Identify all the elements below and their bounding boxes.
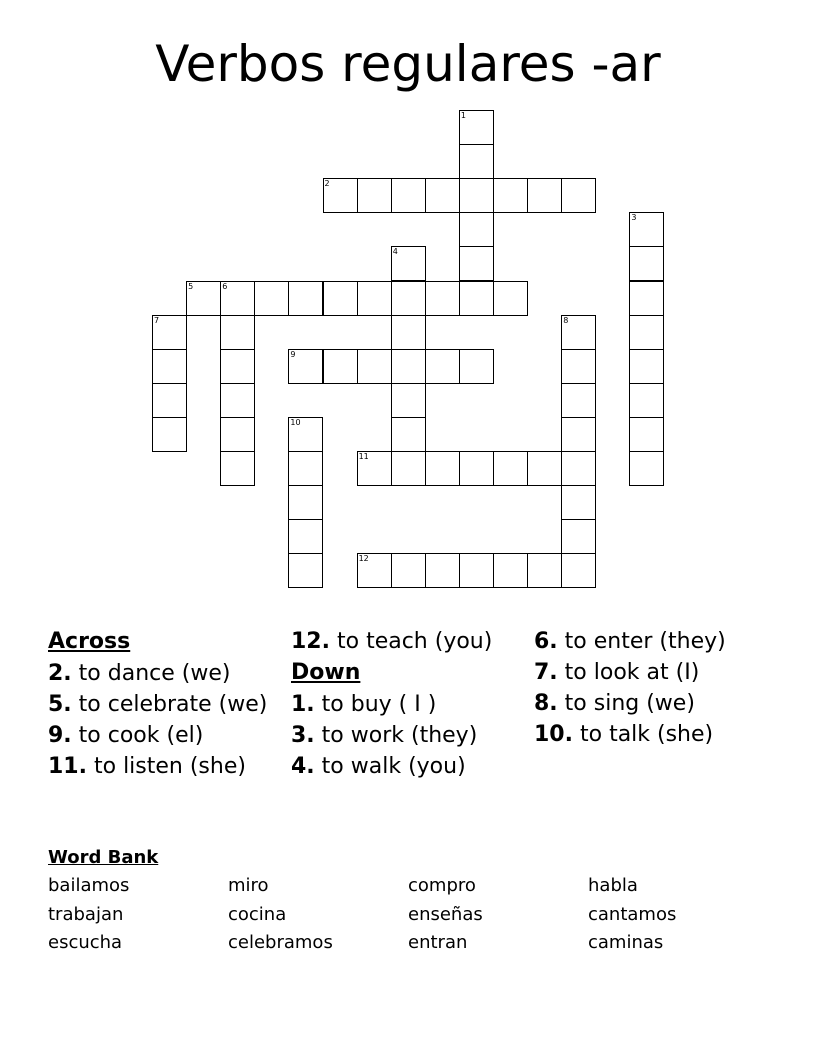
clue-down-3 xyxy=(291,722,519,749)
crossword-cell xyxy=(220,417,255,452)
crossword-cell xyxy=(459,212,494,247)
page-title: Verbos regulares -ar xyxy=(155,35,661,93)
word-bank-item: trabajan xyxy=(48,903,124,925)
clue-text: to talk (she) xyxy=(579,722,714,747)
crossword-cell xyxy=(220,315,255,350)
crossword-cell xyxy=(391,383,426,418)
crossword-cell xyxy=(629,383,664,418)
crossword-cell xyxy=(561,553,596,588)
crossword-cell xyxy=(629,281,664,316)
word-bank-item: compro xyxy=(408,875,476,896)
clue-number-label: 12 xyxy=(358,554,369,564)
clue-across-2 xyxy=(48,660,276,687)
crossword-cell xyxy=(357,178,392,213)
clue-text: to listen (she) xyxy=(93,754,246,779)
crossword-cell xyxy=(288,417,323,452)
crossword-cell xyxy=(357,349,392,384)
clues-column-2 xyxy=(291,628,519,784)
crossword-cell xyxy=(323,349,358,384)
crossword-cell xyxy=(425,451,460,486)
crossword-cell xyxy=(629,417,664,452)
crossword-cell xyxy=(425,349,460,384)
crossword-cell xyxy=(391,178,426,213)
crossword-cell xyxy=(459,246,494,281)
clue-number-label: 8 xyxy=(563,315,569,325)
crossword-cell xyxy=(629,349,664,384)
crossword-cell xyxy=(220,383,255,418)
crossword-cell xyxy=(459,349,494,384)
clue-number: 11. xyxy=(48,754,87,779)
crossword-cell xyxy=(459,144,494,179)
crossword-cell xyxy=(288,519,323,554)
crossword-cell xyxy=(561,451,596,486)
word-bank-item: entran xyxy=(408,932,468,953)
clue-down-4 xyxy=(291,753,519,780)
crossword-cell xyxy=(391,451,426,486)
crossword-cell xyxy=(527,451,562,486)
crossword-cell xyxy=(288,281,323,316)
word-bank-item: miro xyxy=(228,875,269,896)
clue-number-label: 11 xyxy=(358,452,369,461)
clue-number-label: 6 xyxy=(222,281,228,291)
clue-number-label: 7 xyxy=(154,315,160,325)
word-bank-item: habla xyxy=(588,875,638,896)
crossword-cell xyxy=(561,485,596,520)
clue-across-5 xyxy=(48,691,276,718)
clue-down-10 xyxy=(534,721,764,748)
clue-number: 4. xyxy=(291,754,315,779)
crossword-cell xyxy=(493,451,528,486)
clue-down-7 xyxy=(534,659,764,686)
word-bank-item: cantamos xyxy=(588,903,677,925)
crossword-cell xyxy=(152,383,187,418)
clue-number-label: 3 xyxy=(631,213,637,223)
clue-number: 9. xyxy=(48,723,72,748)
crossword-cell xyxy=(220,281,255,316)
word-bank-item: celebramos xyxy=(228,932,333,953)
crossword-cell xyxy=(323,178,358,213)
crossword-cell xyxy=(152,349,187,384)
across-heading: Across xyxy=(48,629,131,654)
word-bank-item: cocina xyxy=(228,903,287,925)
crossword-cell xyxy=(152,417,187,452)
clue-number: 8. xyxy=(534,691,558,716)
crossword-cell xyxy=(561,519,596,554)
clue-number-label: 2 xyxy=(324,179,330,189)
clue-text: to sing (we) xyxy=(564,691,695,716)
word-bank-item: caminas xyxy=(588,932,664,953)
clue-number: 5. xyxy=(48,692,72,717)
clues-column-1 xyxy=(48,628,276,784)
crossword-cell xyxy=(493,178,528,213)
crossword-cell xyxy=(152,315,187,350)
word-bank-title: Word Bank xyxy=(48,847,159,868)
crossword-cell xyxy=(527,178,562,213)
crossword-cell xyxy=(357,451,392,486)
crossword-cell xyxy=(459,281,494,316)
crossword-cell xyxy=(391,417,426,452)
crossword-cell xyxy=(254,281,289,316)
clue-number: 6. xyxy=(534,629,558,654)
word-bank-item: enseñas xyxy=(408,903,483,925)
clue-across-9 xyxy=(48,722,276,749)
word-bank-item: bailamos xyxy=(48,875,130,896)
crossword-cell xyxy=(629,451,664,486)
crossword-cell xyxy=(220,349,255,384)
crossword-cell xyxy=(288,485,323,520)
crossword-cell xyxy=(288,553,323,588)
clue-number: 3. xyxy=(291,723,315,748)
crossword-cell xyxy=(493,553,528,588)
clue-number-label: 1 xyxy=(460,111,466,120)
clues-column-3 xyxy=(534,628,764,752)
crossword-cell xyxy=(561,315,596,350)
clue-text: to teach (you) xyxy=(336,629,493,654)
down-heading: Down xyxy=(291,660,361,685)
clue-down-6 xyxy=(534,628,764,655)
clue-across-12 xyxy=(291,628,519,655)
crossword-cell xyxy=(186,281,221,316)
crossword-cell xyxy=(357,281,392,316)
clue-down-1 xyxy=(291,691,519,718)
crossword-cell xyxy=(220,451,255,486)
crossword-cell xyxy=(391,246,426,281)
clue-text: to enter (they) xyxy=(564,629,726,654)
crossword-cell xyxy=(629,212,664,247)
crossword-cell xyxy=(459,553,494,588)
clue-number: 10. xyxy=(534,722,573,747)
crossword-cell xyxy=(391,553,426,588)
crossword-cell xyxy=(288,451,323,486)
clue-down-8 xyxy=(534,690,764,717)
crossword-cell xyxy=(493,281,528,316)
clue-number: 2. xyxy=(48,661,72,686)
clue-text: to walk (you) xyxy=(321,754,466,779)
crossword-cell xyxy=(561,178,596,213)
crossword-cell xyxy=(425,553,460,588)
clue-text: to dance (we) xyxy=(78,661,231,686)
clue-text: to cook (el) xyxy=(78,723,204,748)
crossword-cell xyxy=(357,553,392,588)
clue-number-label: 4 xyxy=(392,247,398,257)
clue-number: 1. xyxy=(291,692,315,717)
crossword-cell xyxy=(561,383,596,418)
crossword-cell xyxy=(561,349,596,384)
crossword-cell xyxy=(391,315,426,350)
crossword-cell xyxy=(425,281,460,316)
crossword-cell xyxy=(459,110,494,145)
word-bank xyxy=(48,846,768,958)
crossword-cell xyxy=(561,417,596,452)
clue-number-label: 5 xyxy=(188,281,194,291)
word-bank-list xyxy=(48,872,768,958)
clue-number: 7. xyxy=(534,660,558,685)
crossword-cell xyxy=(459,178,494,213)
crossword-cell xyxy=(391,349,426,384)
crossword-cell xyxy=(425,178,460,213)
clue-text: to look at (I) xyxy=(564,660,700,685)
clue-number-label: 9 xyxy=(290,349,296,359)
crossword-cell xyxy=(391,281,426,316)
clue-text: to buy ( I ) xyxy=(321,692,437,717)
clue-number-label: 10 xyxy=(290,417,301,427)
crossword-cell xyxy=(323,281,358,316)
word-bank-item: escucha xyxy=(48,932,123,953)
clue-across-11 xyxy=(48,753,276,780)
crossword-cell xyxy=(629,315,664,350)
clue-number: 12. xyxy=(291,629,330,654)
crossword-cell xyxy=(288,349,323,384)
crossword-cell xyxy=(459,451,494,486)
crossword-cell xyxy=(629,246,664,281)
clue-text: to celebrate (we) xyxy=(78,692,268,717)
clue-text: to work (they) xyxy=(321,723,478,748)
crossword-cell xyxy=(527,553,562,588)
